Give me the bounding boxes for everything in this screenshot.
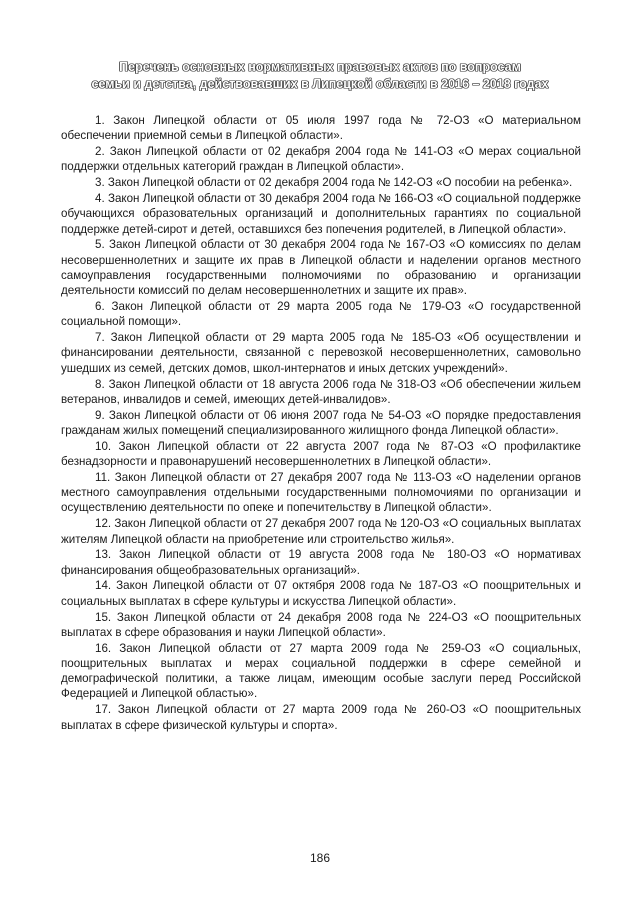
page-number: 186 [309,851,331,865]
list-item: 2. Закон Липецкой области от 02 декабря 2004 года № 141-ОЗ «О мерах социальной поддержки отдельных категорий граждан в Липецкой области». [61,145,581,174]
list-item: 7. Закон Липецкой области от 29 марта 2005 года № 185-ОЗ «Об осуществлении и финансировании деятельности, связанной с перевозкой несовершеннолетних, самовольно ушедших из семей, детских домов, школ-интернатов и иных детских учреждений». [61,331,581,375]
list-item: 11. Закон Липецкой области от 27 декабря 2007 года № 113-ОЗ «О наделении органов местного самоуправления отдельными государственными полномочиями по организации и осуществлению деятельности по опеке и попечительству в Липецкой области». [61,470,581,515]
law-list [61,113,581,733]
list-item: 8. Закон Липецкой области от 18 августа 2006 года № 318-ОЗ «Об обеспечении жильем ветеранов, инвалидов и семей, имеющих детей-инвалидов». [61,377,581,406]
list-item: 1. Закон Липецкой области от 05 июля 1997 года № 72-ОЗ «О материальном обеспечении приемной семьи в Липецкой области». [61,114,581,143]
list-item: 9. Закон Липецкой области от 06 июня 2007 года № 54-ОЗ «О порядке предоставления гражданам жилых помещений специализированного жилищного фонда Липецкой области». [61,408,581,437]
list-item: 13. Закон Липецкой области от 19 августа 2008 года № 180-ОЗ «О нормативах финансирования общеобразовательных организаций». [61,548,581,577]
list-item: 16. Закон Липецкой области от 27 марта 2009 года № 259-ОЗ «О социальных, поощрительных выплатах и мерах социальной поддержки в сфере семейной и демографической политики, а также лицам, имеющим особые заслуги перед Российской Федерацией и Липецкой областью». [61,641,581,701]
title-line-1: Перечень основных нормативных правовых актов по вопросам [119,60,521,74]
list-item: 6. Закон Липецкой области от 29 марта 2005 года № 179-ОЗ «О государственной социальной помощи». [61,300,581,329]
list-item: 4. Закон Липецкой области от 30 декабря 2004 года № 166-ОЗ «О социальной поддержке обучающихся образовательных организаций и дополнительных гарантиях по социальной поддержке детей-сирот и детей, оставшихся без попечения родителей, в Липецкой области». [61,191,581,236]
list-item: 14. Закон Липецкой области от 07 октября 2008 года № 187-ОЗ «О поощрительных и социальных выплатах в сфере культуры и искусства Липецкой области». [61,579,581,608]
list-item: 17. Закон Липецкой области от 27 марта 2009 года № 260-ОЗ «О поощрительных выплатах в сфере физической культуры и спорта». [61,703,581,732]
list-item: 12. Закон Липецкой области от 27 декабря 2007 года № 120-ОЗ «О социальных выплатах жителям Липецкой области на приобретение или строительство жилья». [61,517,581,546]
list-item: 5. Закон Липецкой области от 30 декабря 2004 года № 167-ОЗ «О комиссиях по делам несовершеннолетних и защите их прав в Липецкой области и наделении органов местного самоуправления государственными полномочиями по образованию и организации деятельности комиссий по делам несовершеннолетних и защите их прав». [61,238,581,298]
document-title [60,59,580,93]
list-item: 10. Закон Липецкой области от 22 августа 2007 года № 87-ОЗ «О профилактике безнадзорности и правонарушений несовершеннолетних в Липецкой области». [61,439,581,469]
list-item: 3. Закон Липецкой области от 02 декабря 2004 года № 142-ОЗ «О пособии на ребенка». [95,176,573,190]
title-line-2: семьи и детства, действовавших в Липецкой области в 2016 – 2018 годах [91,77,549,91]
list-item: 15. Закон Липецкой области от 24 декабря 2008 года № 224-ОЗ «О поощрительных выплатах в сфере образования и науки Липецкой области». [61,610,581,639]
